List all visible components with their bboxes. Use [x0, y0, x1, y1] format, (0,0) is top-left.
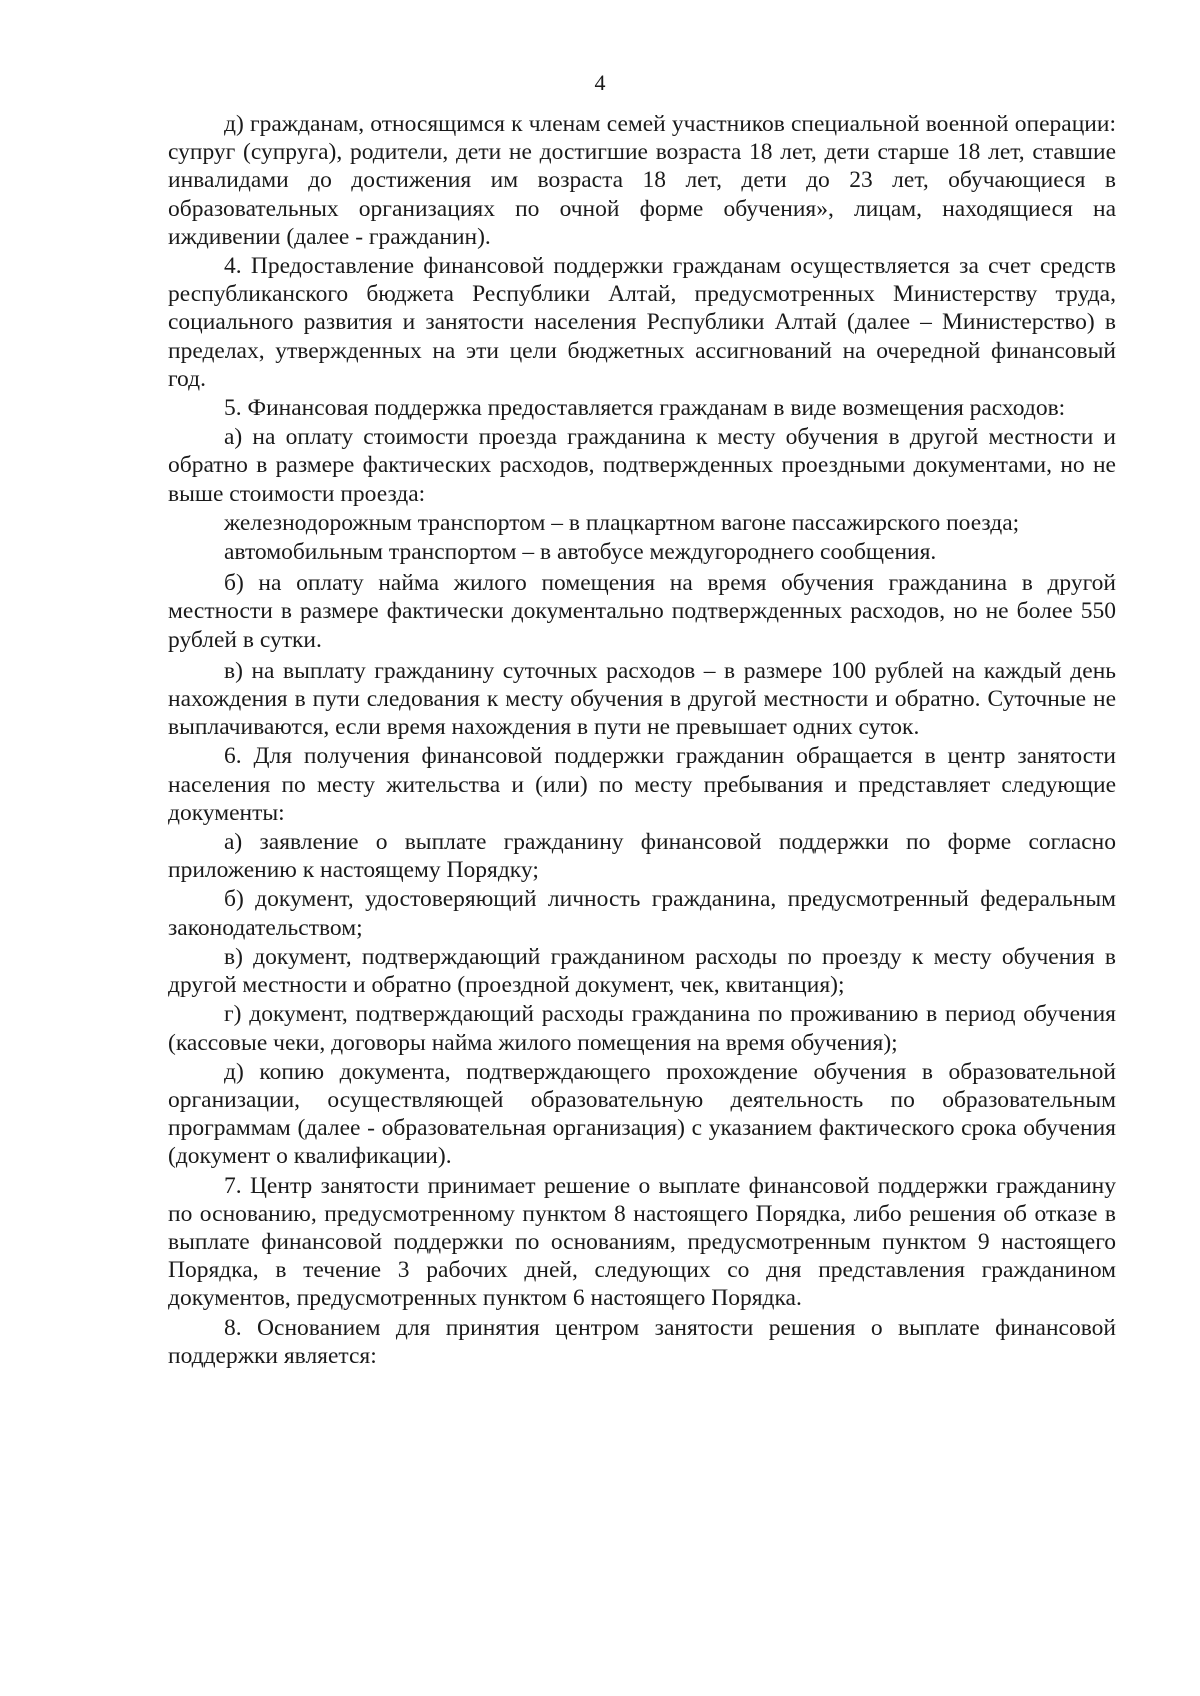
- paragraph-d-family-members: д) гражданам, относящимся к членам семей участников специальной военной операции: супруг (супруга), родители, дети не достигшие возраста 18 лет, дети старше 18 лет, ставшие инвалидами до достижения им возраста 18 лет, дети до 23 лет, обучающиеся в образовательных организациях по очной форме обучения», лицам, находящиеся на иждивении (далее - гражданин).: [168, 111, 1116, 250]
- paragraph-5a-travel: а) на оплату стоимости проезда гражданина к месту обучения в другой местности и обратно в размере фактических расходов, подтвержденных проездными документами, но не выше стоимости проезда:: [168, 424, 1116, 507]
- paragraph-8-grounds: 8. Основанием для принятия центром занятости решения о выплате финансовой поддержки является:: [168, 1314, 1116, 1369]
- paragraph-6d-education-docs: д) копию документа, подтверждающего прохождение обучения в образовательной организации, осуществляющей образовательную деятельность по образовательным программам (далее - образовательная организация) с указанием фактического срока обучения (документ о квалификации).: [168, 1058, 1116, 1170]
- paragraph-5-support-form: 5. Финансовая поддержка предоставляется гражданам в виде возмещения расходов:: [224, 395, 1066, 422]
- paragraph-6g-housing-docs: г) документ, подтверждающий расходы гражданина по проживанию в период обучения (кассовые чеки, договоры найма жилого помещения на время обучения);: [168, 1001, 1116, 1056]
- paragraph-5b-housing: б) на оплату найма жилого помещения на время обучения гражданина в другой местности в размере фактически документально подтвержденных расходов, но не более 550 рублей в сутки.: [168, 570, 1116, 653]
- paragraph-6-application: 6. Для получения финансовой поддержки гражданин обращается в центр занятости населения по месту жительства и (или) по месту пребывания и представляет следующие документы:: [168, 743, 1116, 826]
- paragraph-road-transport: автомобильным транспортом – в автобусе междугороднего сообщения.: [224, 539, 937, 566]
- page-number: 4: [594, 70, 606, 95]
- paragraph-4-funding: 4. Предоставление финансовой поддержки гражданам осуществляется за счет средств республиканского бюджета Республики Алтай, предусмотренных Министерству труда, социального развития и занятости населения Республики Алтай (далее – Министерство) в пределах, утвержденных на эти цели бюджетных ассигнований на очередной финансовый год.: [168, 253, 1116, 392]
- document-body: [168, 110, 1116, 1370]
- paragraph-6v-travel-docs: в) документ, подтверждающий гражданином расходы по проезду к месту обучения в другой местности и обратно (проездной документ, чек, квитанция);: [168, 943, 1116, 999]
- paragraph-rail-transport: железнодорожным транспортом – в плацкартном вагоне пассажирского поезда;: [224, 509, 1020, 536]
- paragraph-5v-per-diem: в) на выплату гражданину суточных расходов – в размере 100 рублей на каждый день нахождения в пути следования к месту обучения в другой местности и обратно. Суточные не выплачиваются, если время нахождения в пути не превышает одних суток.: [168, 657, 1116, 741]
- paragraph-6b-identity: б) документ, удостоверяющий личность гражданина, предусмотренный федеральным законодательством;: [168, 886, 1116, 941]
- paragraph-6a-statement: а) заявление о выплате гражданину финансовой поддержки по форме согласно приложению к настоящему Порядку;: [168, 829, 1116, 884]
- paragraph-7-decision: 7. Центр занятости принимает решение о выплате финансовой поддержки гражданину по основанию, предусмотренному пунктом 8 настоящего Порядка, либо решения об отказе в выплате финансовой поддержки по основаниям, предусмотренным пунктом 9 настоящего Порядка, в течение 3 рабочих дней, следующих со дня представления гражданином документов, предусмотренных пунктом 6 настоящего Порядка.: [168, 1172, 1116, 1312]
